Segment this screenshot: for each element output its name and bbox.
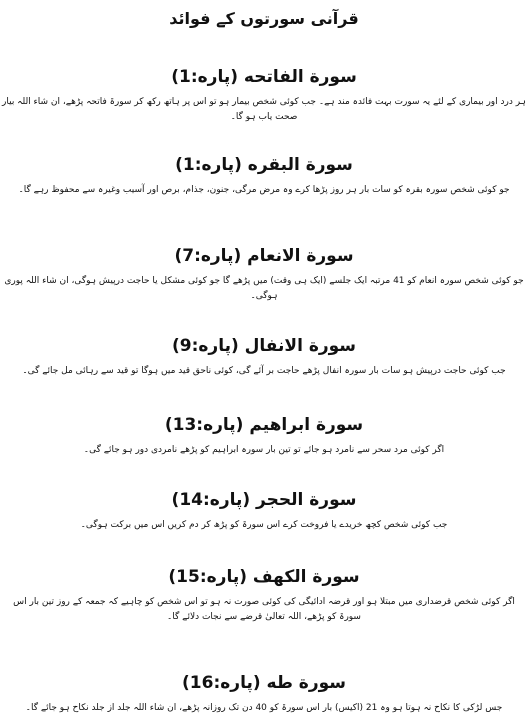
section-body: جب کوئی حاجت درپیش ہو سات بار سورہ انفال پڑھے حاجت بر آئے گی، کوئی ناحق قید میں ہوگا تو قید سے رہائی مل جائے گی۔ [22,366,506,376]
section-body: اگر کوئی مرد سحر سے نامرد ہو جائے تو تین بار سورہ ابراہیم کو پڑھے نامردی دور ہو جائے گی۔ [83,445,445,455]
section-al-baqarah [0,154,528,198]
section-heading: سورة الانفال (پاره:9) [171,336,357,356]
section-body: جس لڑکی کا نکاح نہ ہوتا ہو وہ 21 (اکیس) بار اس سورۃ کو 40 دن تک روزانہ پڑھے، ان شاء اللہ جلد از جلد نکاح ہو جائے گا۔ [25,703,503,713]
page-title: قرآنی سورتوں کے فوائد [169,9,359,28]
section-al-anfal [0,335,528,379]
section-al-fatiha [0,66,528,125]
section-body: جو کوئی شخص سورہ انعام کو 41 مرتبہ ایک جلسے (ایک ہی وقت) میں پڑھے گا جو کوئی مشکل یا حاجت درپیش ہوگی، ان شاء اللہ پوری ہوگی۔ [4,276,524,301]
section-body: اگر کوئی شخص قرضداری میں مبتلا ہو اور قرضہ ادائیگی کی کوئی صورت نہ ہو تو اس شخص کو چاہیے کہ جمعہ کے روز تین بار اس سورۃ کو پڑھے، اللہ تعالیٰ قرضے سے نجات دلائے گا۔ [13,597,515,622]
section-body: جب کوئی شخص کچھ خریدے یا فروخت کرے اس سورۃ کو پڑھ کر دم کریں اس میں برکت ہوگی۔ [80,520,448,530]
section-al-anam [0,245,528,304]
section-body: جو کوئی شخص سورہ بقرہ کو سات بار ہر روز پڑھا کرے وہ مرض مرگی، جنون، جذام، برص اور آسیب وغیرہ سے محفوظ رہے گا۔ [18,185,510,195]
section-body: ہر درد اور بیماری کے لئے یہ سورت بہت فائدہ مند ہے۔ جب کوئی شخص بیمار ہو تو اس پر ہاتھ رکھ کر سورۃ فاتحہ پڑھے، ان شاء اللہ بیار صحت یاب ہو گا۔ [2,97,526,122]
section-heading: سورة الانعام (پاره:7) [174,246,354,266]
section-al-hijr [0,489,528,533]
section-heading: سورة طه (پاره:16) [182,673,346,693]
section-taha [0,672,528,716]
section-ibrahim [0,414,528,458]
section-heading: سورة الحجر (پاره:14) [171,490,357,510]
section-heading: سورة ابراهيم (پاره:13) [164,415,364,435]
section-heading: سورة الكهف (پاره:15) [168,567,360,587]
section-heading: سورة البقره (پاره:1) [175,155,353,175]
section-al-kahf [0,566,528,625]
section-heading: سورة الفاتحه (پاره:1) [171,67,357,87]
